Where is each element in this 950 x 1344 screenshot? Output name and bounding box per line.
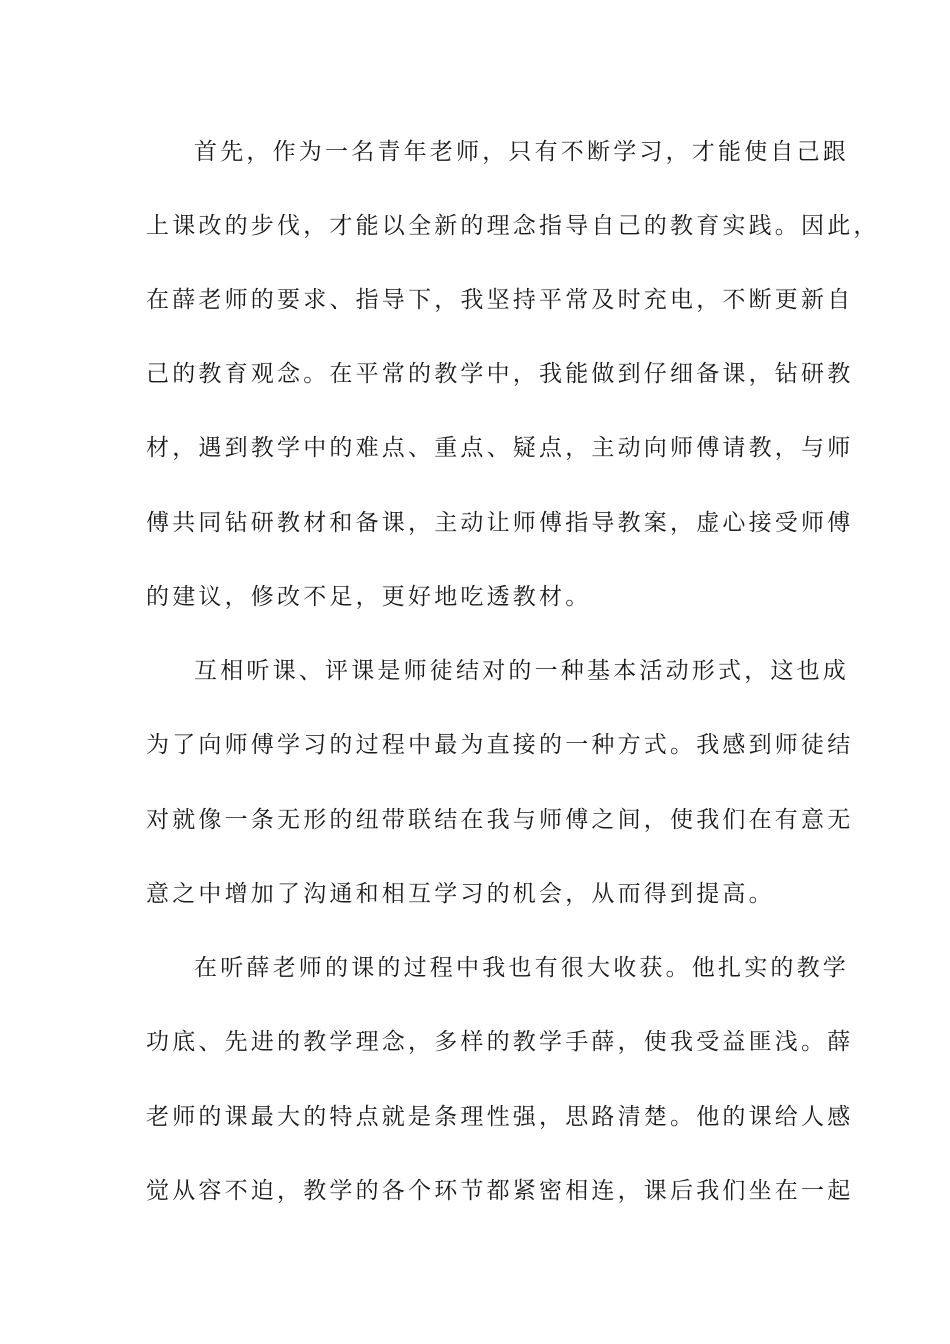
paragraph-3-line-2: 功底、先进的教学理念，多样的教学手薛，使我受益匪浅。薛: [146, 1029, 854, 1055]
paragraph-3-line-1: 在听薛老师的课的过程中我也有很大收获。他扎实的教学: [194, 955, 849, 981]
paragraph-1-line-3: 在薛老师的要求、指导下，我坚持平常及时充电，不断更新自: [146, 287, 854, 313]
paragraph-1-line-1: 首先，作为一名青年老师，只有不断学习，才能使自己跟: [194, 139, 849, 165]
paragraph-3-line-4: 觉从容不迫，教学的各个环节都紧密相连，课后我们坐在一起: [146, 1178, 854, 1204]
paragraph-3-line-3: 老师的课最大的特点就是条理性强，思路清楚。他的课给人感: [146, 1104, 854, 1130]
paragraph-2-line-2: 为了向师傅学习的过程中最为直接的一种方式。我感到师徒结: [146, 732, 854, 758]
paragraph-1-line-7: 的建议，修改不足，更好地吃透教材。: [146, 584, 592, 610]
paragraph-2-line-3: 对就像一条无形的纽带联结在我与师傅之间，使我们在有意无: [146, 807, 854, 833]
paragraph-2-line-4: 意之中增加了沟通和相互学习的机会，从而得到提高。: [146, 881, 775, 907]
paragraph-1-line-2: 上课改的步伐，才能以全新的理念指导自己的教育实践。因此，: [146, 213, 880, 239]
paragraph-1-line-4: 己的教育观念。在平常的教学中，我能做到仔细备课，钻研教: [146, 361, 854, 387]
paragraph-2-line-1: 互相听课、评课是师徒结对的一种基本活动形式，这也成: [194, 658, 849, 684]
paragraph-1-line-6: 傅共同钻研教材和备课，主动让师傅指导教案，虚心接受师傅: [146, 510, 854, 536]
paragraph-1-line-5: 材，遇到教学中的难点、重点、疑点，主动向师傅请教，与师: [146, 435, 854, 461]
